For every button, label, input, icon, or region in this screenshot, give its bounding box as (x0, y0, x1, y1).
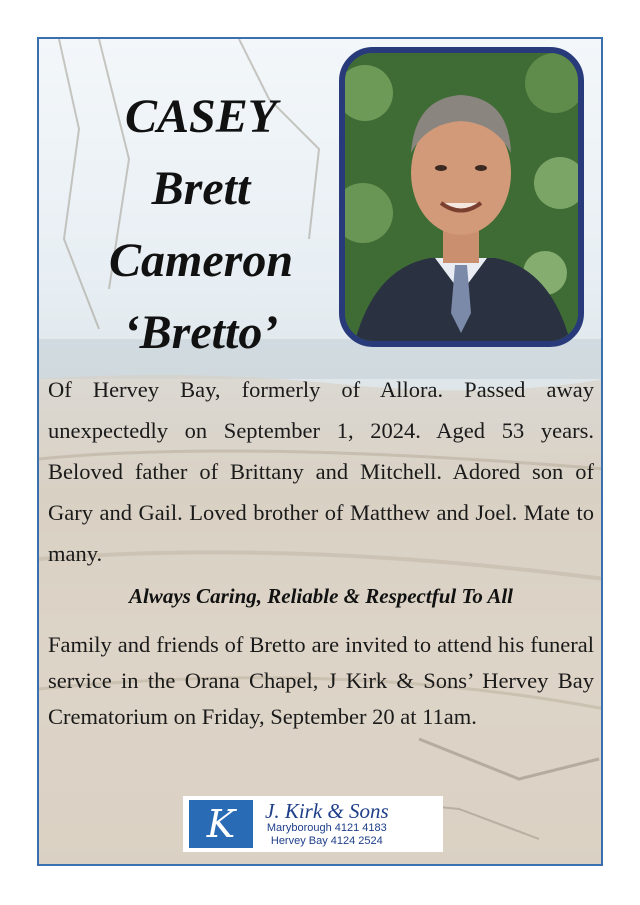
portrait-photo-icon (345, 53, 578, 341)
obituary-paragraph: Of Hervey Bay, formerly of Allora. Passed away unexpectedly on September 1, 2024. Aged 53 years. Beloved father of Brittany and Mitchell. Adored son of Gary and Gail. Loved brother of Matthew and Joel. Mate to many. (48, 377, 594, 566)
funeral-director-logo (183, 796, 443, 852)
nickname: ‘Bretto’ (123, 306, 279, 359)
phone-hervey-bay: Hervey Bay 4124 2524 (270, 835, 383, 847)
deceased-name (51, 81, 351, 369)
tribute-motto: Always Caring, Reliable & Respectful To All (128, 584, 514, 608)
service-details-paragraph: Family and friends of Bretto are invited to attend his funeral service in the Orana Chapel, J Kirk & Sons’ Hervey Bay Crematorium on Friday, September 20 at 11am. (48, 632, 594, 729)
surname: CASEY (124, 90, 278, 143)
portrait-photo (339, 47, 584, 347)
given-name-first: Brett (151, 162, 251, 215)
phone-maryborough: Maryborough 4121 4183 (266, 822, 387, 834)
funeral-director-details (265, 800, 389, 848)
given-name-second: Cameron (108, 234, 294, 287)
funeral-director-name: J. Kirk & Sons (265, 799, 389, 823)
monogram-k-icon: K (189, 800, 253, 848)
funeral-notice-card (37, 37, 603, 866)
